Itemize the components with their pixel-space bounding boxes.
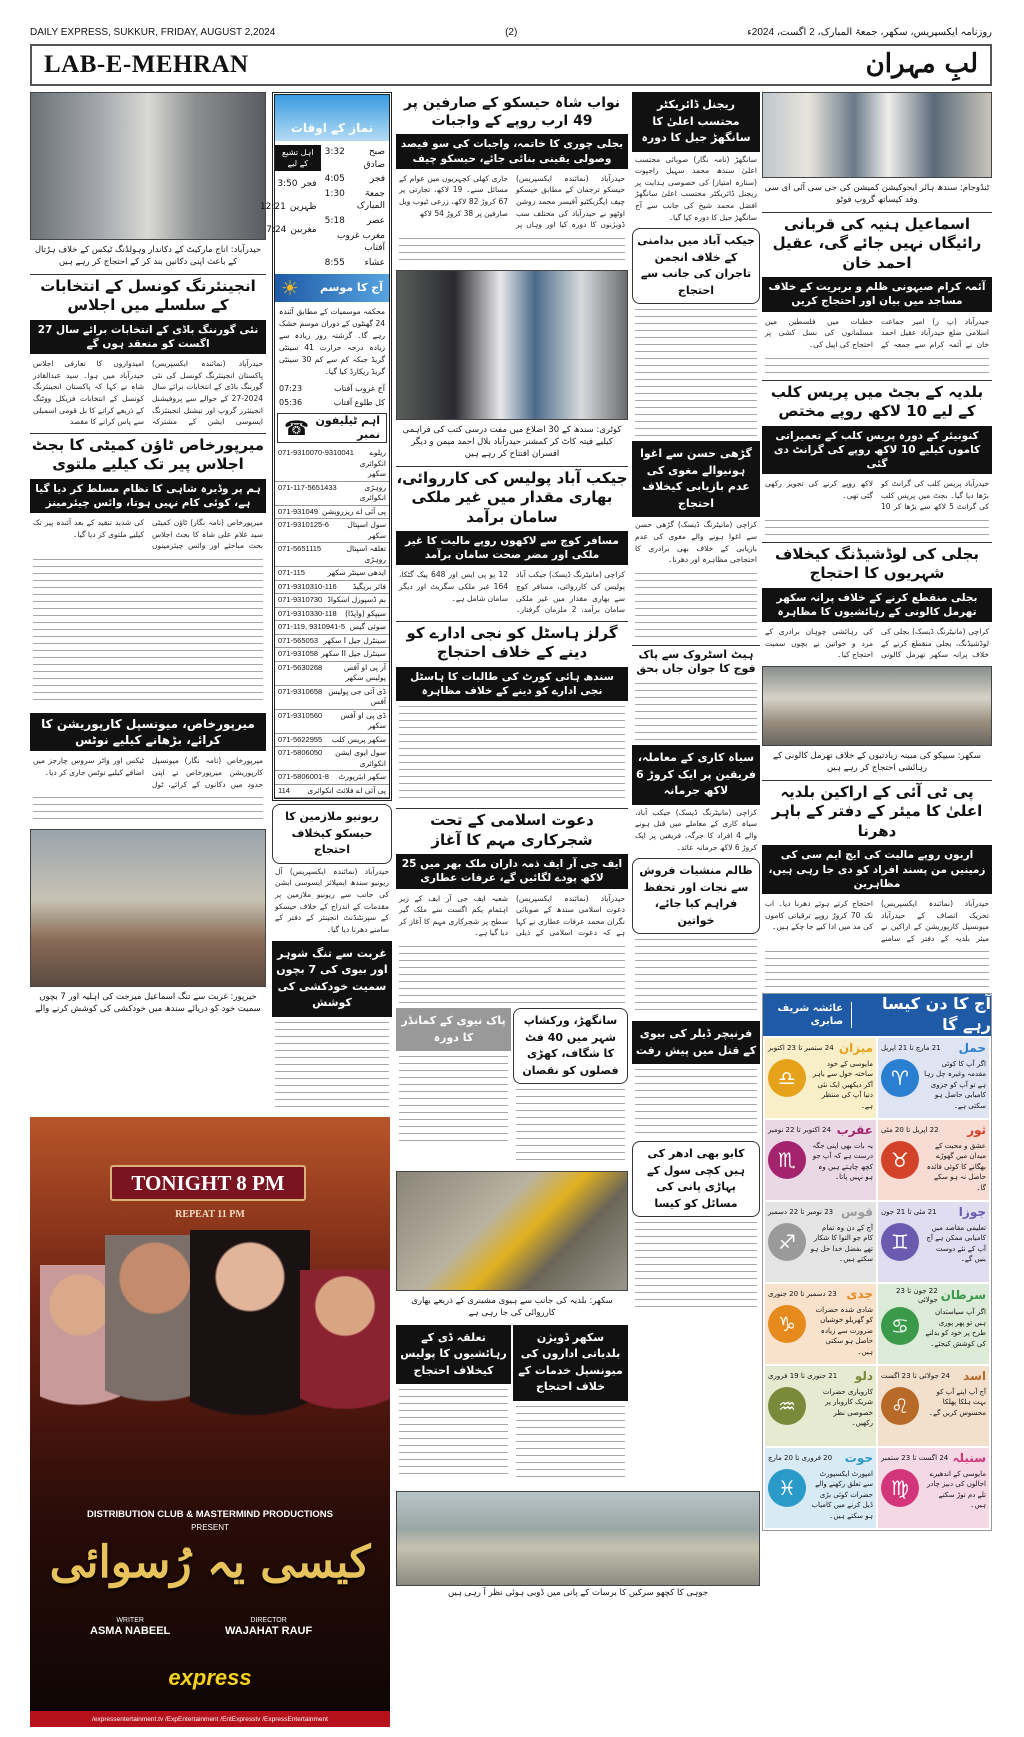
phone-number: 071-931049 (278, 506, 319, 516)
masthead-english-title: LAB-E-MEHRAN (44, 51, 249, 78)
horoscope-sign (765, 1284, 876, 1364)
headline: تعلقہ ڈی کے رہائشیوں کا پولیس کیخلاف احتجاج (396, 1325, 511, 1385)
headline: جیکب آباد میں بدامنی کے خلاف انجمن تاجران کی جانب سے احتجاج (632, 228, 760, 304)
express-logo: express (168, 1665, 252, 1690)
phone-number: 071-9310330-118 (278, 608, 337, 618)
article-water-issue (632, 1141, 760, 1311)
bull-icon: ♉ (881, 1141, 919, 1179)
phone-entry (275, 662, 389, 686)
phone-number: 071-9310310-116 (278, 581, 337, 591)
writer-label: WRITER (116, 1617, 144, 1624)
headline: جیکب آباد پولیس کی کارروائی، بھاری مقدار میں غیر ملکی سامان برآمد (396, 466, 628, 530)
phones-title-box: اہم ٹیلیفون نمبر ☎ (277, 413, 387, 444)
sign-text: مایوسی کے خود ساختہ خول سے باہر آکر دیکھیں ایک نئی دنیا آپ کی منتظر ہے۔ (812, 1059, 873, 1110)
sign-text: عشق و محبت کے میدان میں گھوڑے بھگانے کا کوئی فائدہ حاصل نہ ہو سکے گا۔ (926, 1141, 986, 1192)
article-furniture-dealer (632, 1021, 760, 1138)
director-label: DIRECTOR (250, 1617, 287, 1624)
headline: ہیٹ اسٹروک سے پاک فوج کا جوان جاں بحق (632, 645, 760, 679)
masthead-urdu-title: لبِ مہران (865, 49, 978, 80)
sign-name: قوس (841, 1205, 873, 1219)
sign-dates: 21 مئی تا 21 جون (881, 1208, 937, 1217)
ad-present: PRESENT (191, 1523, 229, 1532)
phone-number: 071-5806050 (278, 748, 323, 758)
text-columns (33, 794, 263, 824)
phone-entry (275, 621, 389, 635)
phone-label: روہڑی انکوائری (359, 482, 386, 503)
headline: میرپورخاص ٹاؤن کمیٹی کا بجٹ اجلاس پیر تک کیلیے ملتوی (30, 433, 266, 477)
sign-text: یہ بات بھی اپنی جگہ درست ہے کہ آپ جو کچھ چاہتے ہیں وہ ہو نہیں پاتا۔ (812, 1141, 873, 1182)
fourth-column (632, 92, 760, 1311)
sign-name: حمل (958, 1041, 986, 1055)
prayer-row: مغربین 7:24 (266, 224, 317, 235)
article-tree-plantation (396, 808, 628, 1005)
photo-caption: ٹنڈوجام: سندھ ہائر ایجوکیشن کمیشن کی جی سی آئی ای سی وفد کیساتھ گروپ فوٹو (762, 181, 992, 209)
right-column (762, 92, 992, 1531)
scorpion-icon: ♏ (768, 1141, 806, 1179)
sign-name: اسد (963, 1369, 986, 1383)
article-body: حیدرآباد پریس کلب کی گرانٹ کو بڑھا دیا گیا۔ بجٹ میں پریس کلب کی گرانٹ 5 لاکھ سے بڑھا کر 10 لاکھ روپے کرنے کی تجویز رکھی گئی تھی۔ (765, 479, 989, 512)
horoscope-title: آج کا دن کیسا رہے گا (881, 994, 991, 1035)
center-column (396, 92, 628, 1485)
text-columns (635, 570, 757, 640)
prayer-row: فجر 4:05 (324, 174, 385, 185)
horoscope-sign (878, 1366, 989, 1446)
sign-dates: 24 ستمبر تا 23 اکتوبر (768, 1044, 834, 1053)
horoscope-sign (878, 1284, 989, 1364)
sign-dates: 22 جون تا 23 جولائی (895, 1287, 938, 1305)
phone-entry (275, 747, 389, 771)
article-body: حیدرآباد (نمائندہ ایکسپریس) حیسکو ترجمان کے مطابق حیسکو چیف ایگزیکٹیو آفیسر محمد روشن اوٹھو نے حیدرآباد کی مختلف سب ڈویژنوں کا دورہ کیا اور وہاں پر جاری کھلی کچہریوں میں عوام کے مسائل سنے۔ 19 لاکھ، تجارتی پر 67 کروڑ 82 لاکھ، زرعی ٹیوب ویل صارفین پر 38 کروڑ 54 لاکھ (399, 173, 625, 230)
sign-name: جدی (846, 1287, 873, 1301)
sign-dates: 24 اگست تا 23 ستمبر (881, 1454, 949, 1463)
phone-entry (275, 567, 389, 581)
photo-family-khairpur (30, 829, 266, 987)
article-body: کراچی (مانیٹرنگ ڈیسک) جیکب آباد، سیاہ کاری کے معاملے میں قتل ہونے والے 4 افراد کا جرگہ، فریقین پر ایک کروڑ 6 لاکھ جرمانہ عائد۔ (635, 807, 757, 852)
subheadline: آئمہ کرام صیہونی ظلم و بربریت کے خلاف مساجد میں بیان اور احتجاج کریں (762, 277, 992, 311)
phone-entry (275, 608, 389, 622)
phone-label: سوئی گیس (349, 622, 386, 632)
article-body: حیدرآباد (پ ر) امیر جماعت اسلامی ضلع حیدرآباد عقیل احمد خان نے آئمہ کرام سے جمعہ کے خطبات میں فلسطین میں مسلمانوں کی نسل کشی پر احتجاج کی اپیل کی۔ (765, 316, 989, 349)
phone-entry (275, 594, 389, 608)
lion-icon: ♌ (881, 1387, 919, 1425)
article-pair (396, 1325, 628, 1485)
text-columns (275, 1019, 389, 1109)
phone-number: 071-931058 (278, 649, 319, 659)
scales-icon: ♎ (768, 1059, 806, 1097)
article-body: کراچی (مانیٹرنگ ڈیسک) جیکب آباد پولیس کی کارروائی، مسافر کوچ سے بھاری مقدار میں غیر ملکی سامان برآمد، 2 ملزمان گرفتار۔ 12 یو پی ایس اور 648 پیک گٹکا، 164 غیر ملکی سگریٹ اور دیگر سامان شامل ہے۔ (399, 570, 625, 615)
ad-time-banner: TONIGHT 8 PM (110, 1165, 306, 1201)
shia-label: اہل تشیع کے لیے (275, 145, 321, 171)
sign-name: عقرب (836, 1123, 873, 1137)
sign-dates: 23 نومبر تا 22 دسمبر (768, 1208, 834, 1217)
writer-name: ASMA NABEEL (90, 1625, 171, 1638)
water-bearer-icon: ♒ (768, 1387, 806, 1425)
horoscope-sign (765, 1366, 876, 1446)
ad-cast-photo (40, 1235, 380, 1435)
article-drug-dealer-women (632, 858, 760, 1018)
prayer-row: عشاء 8:55 (324, 257, 385, 268)
phone-number: 071-5630268 (278, 662, 323, 672)
article-karo-kari-fine (632, 745, 760, 855)
phone-label: ریلوے انکوائری سکھر (359, 448, 386, 479)
ad-social-links: /expressentertainment.tv /ExpEntertainment /EntExpresstv /ExpressEntertainment (30, 1711, 390, 1727)
phone-entry (275, 771, 389, 785)
sign-name: میزان (838, 1041, 873, 1055)
footer-photo-caption: جوہی کا کچھو سرکیں کا برسات کے پانی میں ڈوبی ہوئی نظر آ رہی ہیں (396, 1586, 760, 1602)
phone-entry (275, 710, 389, 734)
article-pti-sit-in (762, 780, 992, 991)
headline: دعوت اسلامی کے تحت شجرکاری مہم کا آغاز (396, 808, 628, 852)
horoscope-sign (765, 1038, 876, 1118)
headline: سانگھڑ، ورکشاپ شہر میں 40 فٹ کا شگاف، کھڑی فصلوں کو نقصان (513, 1008, 628, 1084)
horoscope-header (763, 994, 991, 1036)
page-number: (2) (505, 26, 518, 38)
masthead (30, 44, 992, 86)
text-columns (399, 1053, 508, 1143)
horoscope-sign (878, 1120, 989, 1200)
photo-grain-market-strike (30, 92, 266, 240)
subheadline: کنونیئر کے دورہ پریس کلب کے تعمیراتی کاموں کیلیے 10 لاکھ روپے کی گرانٹ دی گئی (762, 426, 992, 475)
article-press-club-grant (762, 380, 992, 539)
headline: انجینئرنگ کونسل کے انتخابات کے سلسلے میں اجلاس (30, 274, 266, 318)
prayer-times-box (259, 92, 392, 801)
horoscope-sign (878, 1448, 989, 1528)
text-columns (399, 1386, 508, 1476)
sign-dates: 21 مارچ تا 21 اپریل (881, 1044, 941, 1053)
sign-dates: 20 فروری تا 20 مارچ (768, 1454, 833, 1463)
text-columns (635, 936, 757, 1016)
sign-name: سرطان (940, 1288, 986, 1303)
phone-entry (275, 447, 389, 482)
sun-row: کل طلوع آفتاب 05:36 (279, 397, 385, 407)
text-columns (765, 355, 989, 375)
subheadline: اربوں روپے مالیت کی ایچ ایم سی کی زمینیں من پسند افراد کو دی جا رہی ہیں، مظاہرین (762, 845, 992, 894)
prayer-row: صبح صادق 3:32 (324, 147, 385, 170)
article-body: سانگھڑ (نامہ نگار) صوبائی محتسب اعلیٰ سندھ محمد سہیل راجپوت (ستارہ امتیاز) کی خصوصی ہدایت پر ریجنل ڈائریکٹر محتسب اعلیٰ سانگھڑ افضل محمد شیخ کی جانب سے آج سانگھڑ جیل کا دورہ کیا گیا۔ (635, 154, 757, 222)
article-ombudsman-jail-visit (632, 92, 760, 225)
ad-writer (90, 1617, 170, 1639)
text-columns (635, 1066, 757, 1136)
sign-text: مایوسی کے اندھیرے اجالوں کی دبیز چادر تلے دم توڑ سکتے ہیں۔ (926, 1469, 986, 1510)
telephone-icon: ☎ (284, 416, 309, 441)
article-heatstroke-soldier (632, 645, 760, 743)
phone-label: تعلقہ اسپتال روہڑی (346, 544, 386, 564)
photo-caption: کوٹری: سندھ کے 30 اضلاع میں مفت درسی کتب کی فراہمی کیلیے فیتہ کاٹ کر کمشنر حیدرآباد بلال احمد میمن و دیگر افسران افتتاح کر رہے ہیں (396, 423, 628, 463)
photo-caption: حیدرآباد: اناج مارکیٹ کے دکاندار وہولڈنگ ٹیکس کے خلاف ہڑتال کے باعث اپنی دکانیں بند کر کے احتجاج کر رہے ہیں (30, 243, 266, 271)
text-columns (516, 1086, 625, 1166)
article-body: حیدرآباد (نمائندہ ایکسپریس) پاکستان انجینئرنگ کونسل کی نئی گورننگ باڈی کے انتخابات برائے سال 2024-27 کے حوالے سے پروفیشنل انجینئرز گروپ اور نیشنل انجینئرنگ ایسوسی ایشن کے مشترکہ امیدواروں کا تعارفی اجلاس حیدرآباد میں ہوا۔ سید عبدالقادر شاہ نے کہا کہ پاکستان انجینئرنگ کونسل کے انتخابات فزیکل ووٹنگ کے ذریعے کرانے کا بل قومی اسمبلی سے پاس کرانے کا مقصد (33, 359, 263, 427)
horoscope-grid (763, 1036, 991, 1530)
ram-icon: ♈ (881, 1059, 919, 1097)
sign-name: جوزا (958, 1205, 986, 1219)
prayer-row: ظہرین 12:21 (259, 201, 317, 212)
sign-name: ثور (967, 1123, 986, 1137)
text-columns (635, 1219, 757, 1309)
sign-text: اگر آپ سیاستدان ہیں تو پھر پوری طرح پر خود کو بدلنے کی کوشش کیجئے۔ (925, 1308, 986, 1348)
article-police-protest (396, 1325, 511, 1485)
sign-dates: 21 جنوری تا 19 فروری (768, 1372, 838, 1381)
phone-entry (275, 635, 389, 649)
article-traders-protest (632, 228, 760, 438)
prayer-row: عصر 5:18 (324, 215, 385, 226)
text-columns (635, 306, 757, 436)
headline: غربت سے تنگ شوہر اور بیوی کی 7 بچوں سمیت خودکشی کی کوشش (272, 941, 392, 1017)
phone-number: 071-9310070-9310041 (278, 448, 354, 458)
sun-cloud-icon: ☀ (281, 276, 299, 301)
headline: میرپورخاص، میونسپل کارپوریشن کا کرائے، بڑھانے کیلیے نوٹس (30, 713, 266, 751)
sign-name: سنبلہ (952, 1451, 986, 1465)
horoscope-sign (765, 1448, 876, 1528)
sign-dates: 23 دسمبر تا 20 جنوری (768, 1290, 837, 1299)
article-revenue-staff-protest (272, 804, 392, 937)
phone-number: 071-5622955 (278, 734, 323, 744)
article-engineering-council (30, 274, 266, 430)
phone-label: پی آئی اے ریزرویشن (322, 506, 386, 516)
shia-times (259, 145, 321, 270)
prayer-row: مغرب غروب آفتاب (337, 230, 385, 254)
weather-title: آج کا موسم ☀ (275, 274, 389, 302)
phone-label: بم ڈسپوزل اسکواڈ (327, 595, 386, 605)
phone-label: فائر بریگیڈ (352, 581, 386, 591)
subheadline: بجلی چوری کا خاتمہ، واجبات کی سو فیصد وصولی یقینی بنائی جائے، حیسکو چیف (396, 134, 628, 168)
headline: کابو بھی ادھر کی ہیں کچی سول کے پہاڑی پانی کی مسائل کو کیسا (632, 1141, 760, 1217)
phone-label: سول اسپتال سکھر (347, 520, 386, 540)
crab-icon: ♋ (881, 1307, 919, 1345)
phone-entry (275, 543, 389, 567)
article-jacobabad-police-seizure (396, 466, 628, 618)
headline: اسماعیل ہنیہ کی قربانی رائیگاں نہیں جائے گی، عقیل احمد خان (762, 212, 992, 276)
director-name: WAJAHAT RAUF (225, 1625, 313, 1638)
article-girls-hostel-protest (396, 621, 628, 805)
headline: پی ٹی آئی کے اراکین بلدیہ اعلیٰ کا میئر کے دفتر کے باہر دھرنا (762, 780, 992, 844)
text-columns (765, 517, 989, 537)
article-kidnapping-protest (632, 441, 760, 642)
headline: ریونیو ملازمین کا حیسکو کیخلاف احتجاج (272, 804, 392, 864)
phone-number: 071-5806001-8 (278, 772, 329, 782)
article-sanghar-breach (513, 1008, 628, 1168)
sign-name: حوت (844, 1451, 873, 1465)
article-poverty-suicide-attempt (272, 941, 392, 1111)
prayer-row: جمعۃ المبارک 1:30 (324, 188, 385, 212)
phone-number: 071-565053 (278, 635, 319, 645)
phone-number: 071-119, 9310941-5 (278, 622, 346, 632)
article-ismail-haniyeh (762, 212, 992, 377)
phone-entry (275, 785, 389, 799)
phone-label: ڈی پی او آفس سکھر (340, 710, 386, 731)
left-column (30, 92, 266, 1018)
phone-list (275, 447, 389, 798)
phone-label: سول ایوی ایشن انکوائری (335, 748, 386, 768)
subheadline: ہم پر وڈیرہ شاہی کا نظام مسلط کر دیا گیا ہے، کوئی کام نہیں ہوتا، وائس چیئرمینز (30, 479, 266, 513)
photo-caption: سکھر: بلدیہ کی جانب سے ہیوی مشینری کے ذریعے بھاری کارروائی کی جا رہی ہے (396, 1294, 628, 1322)
photo-hec-group (762, 92, 992, 178)
page-header-line (30, 24, 992, 40)
headline: بلدیہ کے بجٹ میں پریس کلب کے لیے 10 لاکھ روپے مختص (762, 380, 992, 424)
headline: ریجنل ڈائریکٹر محتسب اعلیٰ کا سانگھڑ جیل کا دورہ (632, 92, 760, 152)
photo-caption: خیرپور: غربت سے تنگ اسماعیل میرجت کی اہلیہ اور 7 بچوں سمیت خود کو دریائے سندھ میں خودکشی کی کوشش کرنے والے (30, 990, 266, 1018)
subheadline: مسافر کوچ سے لاکھوں روپے مالیت کا غیر ملکی اور مضر صحت سامان برآمد (396, 531, 628, 565)
sign-text: تعلیمی مقاصد میں کامیابی ممکن ہے آج آپ کے نئے دوست بنیں گے۔ (926, 1223, 986, 1264)
phone-label: پی آئی اے فلائٹ انکوائری (307, 785, 386, 795)
horoscope-box (762, 993, 992, 1531)
subheadline: بجلی منقطع کرنے کے خلاف پرانہ سکھر تھرمل کالونی کے رہائشیوں کا مظاہرہ (762, 588, 992, 622)
header-english-dateline: DAILY EXPRESS, SUKKUR, FRIDAY, AUGUST 2,2024 (30, 26, 276, 38)
subheadline: نئی گورننگ باڈی کے انتخابات برائے سال 27 اگست کو منعقد ہوں گے (30, 320, 266, 354)
phone-number: 071-9310560 (278, 710, 323, 720)
article-body: میرپورخاص (نامہ نگار) میونسپل کارپوریشن میرپورخاص نے اپنی حدود میں دکانوں کے کرائے، ٹول ٹیکس اور واٹر سروس چارجز میں اضافے کیلیے نوٹس جاری کر دیا۔ (33, 756, 263, 789)
header-urdu-dateline: روزنامہ ایکسپریس، سکھر، جمعۃ المبارک، 2 اگست، 2024ء (747, 26, 992, 38)
text-columns (516, 1403, 625, 1483)
article-sukkur-municipal-protest (513, 1325, 628, 1485)
text-columns (399, 703, 625, 803)
phone-number: 071-117-5651433 (278, 482, 337, 492)
article-hesco-dues (396, 92, 628, 267)
phone-number: 071-9310125-6 (278, 520, 329, 530)
sign-text: اگر آپ کا کوئی مقدمہ وغیرہ چل رہا ہے تو آپ کو جزوی کامیابی حاصل ہو سکتی ہے۔ (924, 1059, 986, 1110)
phone-entry (275, 482, 389, 506)
twins-icon: ♊ (881, 1223, 919, 1261)
phone-label: سینٹرل جیل II سکھر (321, 649, 386, 659)
phone-number: 071-9310730 (278, 595, 323, 605)
photo-heavy-machinery-sukkur (396, 1171, 628, 1291)
phone-label: سیپکو (واپڈا) (345, 608, 386, 618)
headline: گڑھی حسن سے اغوا ہونیوالے مغوی کی عدم بازیابی کیخلاف احتجاج (632, 441, 760, 517)
prayer-column (259, 92, 392, 1111)
article-navy-commander-visit (396, 1008, 511, 1168)
phone-number: 071-5651115 (278, 544, 322, 554)
sign-text: امپورٹ ایکسپورٹ سے تعلق رکھنے والے حضرات کوئی بڑی ڈیل کرنے میں کامیاب ہو سکتے ہیں۔ (811, 1469, 873, 1520)
phone-number: 071-115 (278, 568, 305, 578)
sunni-times (321, 145, 389, 270)
text-columns (399, 943, 625, 1003)
phone-entry (275, 686, 389, 710)
prayer-title: نماز کے اوقات (275, 95, 389, 141)
headline: ظالم منشیات فروش سے نجات اور تحفظ فراہم کیا جائے، خواتین (632, 858, 760, 934)
subheadline: ایف جی آر ایف ذمہ داران ملک بھر میں 25 لاکھ پودے لگائیں گے، عرفات عطاری (396, 854, 628, 888)
article-municipal-rent-notice (30, 711, 266, 826)
phone-number: 114 (278, 785, 290, 795)
tv-drama-advertisement[interactable] (30, 1117, 390, 1727)
headline: نواب شاہ حیسکو کے صارفین پر 49 ارب روپے کے واجبات (403, 95, 621, 130)
subheadline: سندھ ہائی کورٹ کی طالبات کا ہاسٹل نجی ادارے کو دینے کے خلاف مظاہرہ (396, 667, 628, 701)
phone-label: سینٹرل جیل I سکھر (323, 635, 386, 645)
sun-row: آج غروب آفتاب 07:23 (279, 384, 385, 394)
prayer-row: فجر 3:50 (277, 179, 317, 190)
horoscope-sign (878, 1202, 989, 1282)
text-columns (399, 235, 625, 265)
sign-text: آج آپ اپنے آپ کو بہت ہلکا پھلکا محسوس کریں گے۔ (928, 1387, 986, 1417)
sign-dates: 24 جولائی تا 23 اگست (881, 1372, 950, 1381)
headline: سیاہ کاری کے معاملہ، فریقین پر ایک کروڑ 6 لاکھ جرمانہ (632, 745, 760, 805)
photo-caption: سکھر: سیپکو کی مبینہ زیادتیوں کے خلاف تھرمل کالونی کے رہائشی احتجاج کر رہے ہیں (762, 749, 992, 777)
phone-label: سکھر پریس کلب (331, 734, 386, 744)
sign-text: کاروباری حضرات شریک کاروبار پر خصوصی نظر رکھیں۔ (822, 1387, 873, 1428)
article-load-shedding-protest (762, 542, 992, 663)
ad-presenter: DISTRIBUTION CLUB & MASTERMIND PRODUCTIONS (87, 1509, 333, 1520)
article-body: کراچی (مانیٹرنگ ڈیسک) گڑھی حسن سے اغوا ہونے والے مغوی کی عدم بازیابی کے خلاف بھی برادری کا احتجاجی مظاہرہ اور دھرنا۔ (635, 520, 757, 565)
weather-text: محکمہ موسمیات کے مطابق آئندہ 24 گھنٹوں کے دوران موسم خشک رہے گا۔ گزشتہ روز زیادہ سے زیادہ درجہ حرارت 41 سینٹی گریڈ جبکہ کم سے کم 30 سینٹی گریڈ ریکارڈ کیا گیا۔ (279, 307, 385, 377)
headline: بجلی کی لوڈشیڈنگ کیخلاف شہریوں کا احتجاج (762, 542, 992, 586)
phone-entry (275, 581, 389, 595)
phone-label: ڈی آئی جی پولیس آفس (328, 686, 386, 707)
ad-drama-title: کیسی یہ رُسوائی (49, 1537, 371, 1588)
text-columns (33, 556, 263, 706)
article-body: حیدرآباد (نمائندہ ایکسپریس) تحریک انصاف کے حیدرآباد میونسپل کارپوریشن کے اراکین نے میئر بلدیہ کے دفتر کے سامنے احتجاج کرتے ہوئے دھرنا دیا۔ اب تک 70 کروڑ روپے ترقیاتی کاموں کی مد میں ادا کیے جا چکے ہیں۔ (765, 898, 989, 943)
sign-dates: 24 اکتوبر تا 22 نومبر (768, 1126, 831, 1135)
phone-label: آر پی او آفس پولیس سکھر (343, 662, 386, 683)
article-pair (396, 1008, 628, 1168)
phone-entry (275, 506, 389, 520)
text-columns (765, 948, 989, 988)
headline: پاک نیوی کے کمانڈر کا دورہ (396, 1008, 511, 1051)
photo-thermal-colony-protest (762, 666, 992, 746)
sign-name: دلو (854, 1369, 873, 1383)
horoscope-sign (878, 1038, 989, 1118)
phone-entry (275, 648, 389, 662)
article-mirpurkhas-budget (30, 433, 266, 708)
virgin-icon: ♍ (881, 1469, 919, 1507)
headline: فرنیچر ڈیلر کی بیوی کے قتل میں پیش رفت (632, 1021, 760, 1064)
phone-entry (275, 734, 389, 748)
sign-text: آج کے دن وہ تمام کام جو التوا کا شکار تھے بفضل خدا حل ہو سکتے ہیں۔ (810, 1223, 873, 1264)
phone-entry (275, 519, 389, 543)
photo-ribbon-cutting-kotri (396, 270, 628, 420)
article-body: میرپورخاص (نامہ نگار) ٹاؤن کمیٹی سید غلام علی شاہ کا بجٹ اجلاس بحث مباحثے اور وائس چیئرمینوں کی شدید تنقید کے بعد آئندہ پیر تک کیلیے ملتوی کر دیا گیا۔ (33, 518, 263, 551)
phone-number: 071-9310658 (278, 686, 323, 696)
horoscope-sign (765, 1202, 876, 1282)
photo-flooded-road-johi (396, 1491, 760, 1586)
phone-label: ایدھی سینٹر سکھر (327, 568, 386, 578)
article-body: حیدرآباد (نمائندہ ایکسپریس) دعوت اسلامی سندھ کے صوبائی نگران محمد عرفات عطاری نے کہا ہے کہ دعوت اسلامی کے ذیلی شعبہ ایف جی آر ایف کے زیر اہتمام یکم اگست سے ملک گیر سطح پر شجرکاری مہم کا آغاز کر دیا گیا ہے۔ (399, 893, 625, 938)
ad-director (225, 1617, 312, 1639)
horoscope-sign (765, 1120, 876, 1200)
headline: گرلز ہاسٹل کو نجی ادارے کو دینے کے خلاف احتجاج (396, 621, 628, 665)
phone-label: سکھر ایئرپورٹ (338, 772, 386, 782)
ad-repeat-time: REPEAT 11 PM (175, 1209, 245, 1220)
horoscope-author: عائشہ شریف صابری (763, 1002, 852, 1028)
text-columns (635, 680, 757, 740)
article-body: کراچی (مانیٹرنگ ڈیسک) بجلی کی لوڈشیڈنگ، بجلی منقطع کرنے کے خلاف پرانہ سکھر تھرمل کالونی کی رہائشی چوہان برادری کے مرد و خواتین نے بچوں سمیت احتجاج کیا۔ (765, 627, 989, 660)
headline: سکھر ڈویژن بلدیاتی اداروں کی میونسپل خدمات کے خلاف احتجاج (513, 1325, 628, 1401)
fish-icon: ♓ (768, 1469, 806, 1507)
footer-photo-block (396, 1491, 760, 1602)
article-body: حیدرآباد (نمائندہ ایکسپریس) آل ریونیو سندھ ایمپلائز ایسوسی ایشن کی جانب سے ریونیو ملازمین پر مقدمات کے اندراج کے خلاف حیسکو کے سپرنٹنڈنٹ انجینئر کے دفتر کے سامنے دھرنا دیا گیا۔ (275, 866, 389, 934)
goat-icon: ♑ (768, 1305, 806, 1343)
sign-text: شادی شدہ حضرات کو گھریلو خوشیاں ضرورت سے زیادہ حاصل ہو سکتی ہیں۔ (815, 1305, 873, 1356)
sign-dates: 22 اپریل تا 20 مئی (881, 1126, 939, 1135)
archer-icon: ♐ (768, 1223, 806, 1261)
